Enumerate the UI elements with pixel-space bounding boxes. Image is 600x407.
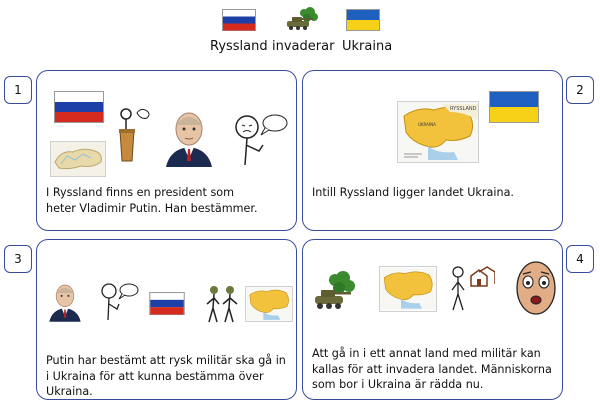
card-text: Att gå in i ett annat land med militär kan kallas för att invadera landet. Människorna som bor i Ukraina är rädda nu. (312, 347, 552, 391)
russia-map-icon (50, 141, 106, 177)
soldiers-icon (205, 284, 241, 324)
scared-face-icon (515, 260, 557, 316)
tank-tree-icon (282, 4, 322, 32)
ukraine-flag-icon (346, 9, 380, 31)
header-word-russia: Ryssland (210, 39, 268, 54)
putin-portrait-icon (164, 109, 214, 167)
card-text: Intill Ryssland ligger landet Ukraina. (312, 186, 514, 199)
card-number: 3 (4, 245, 32, 273)
card-3 (36, 239, 297, 400)
card-1 (36, 70, 297, 231)
card-text: I Ryssland finns en president som heter Vladimir Putin. Han bestämmer. (46, 186, 258, 215)
person-speaking-icon (99, 282, 139, 322)
person-house-icon (449, 264, 495, 312)
map-label-russia: RYSSLAND (450, 106, 477, 112)
podium-speaker-icon (117, 105, 159, 163)
card-4 (302, 239, 563, 400)
russia-flag-icon (222, 9, 256, 31)
header-word-invades: invaderar (272, 39, 335, 54)
card-number: 2 (566, 76, 594, 104)
card-text: Putin har bestämt att rysk militär ska gå in i Ukraina för att kunna bestämma över Ukraina. (46, 354, 286, 398)
header-word-ukraine: Ukraina (342, 39, 393, 54)
russia-flag-icon (149, 292, 185, 315)
ukraine-map-icon (379, 266, 437, 312)
ukraine-map-icon (397, 101, 479, 163)
card-number: 1 (4, 76, 32, 104)
map-label-ukraine: UKRAINA (418, 122, 436, 127)
person-thinking-icon (229, 113, 289, 167)
tank-tree-icon (311, 266, 359, 312)
card-number: 4 (566, 245, 594, 273)
card-2 (302, 70, 563, 231)
putin-portrait-icon (48, 282, 82, 322)
russia-flag-icon (54, 91, 104, 123)
ukraine-map-icon (245, 286, 293, 322)
ukraine-flag-icon (489, 91, 539, 123)
